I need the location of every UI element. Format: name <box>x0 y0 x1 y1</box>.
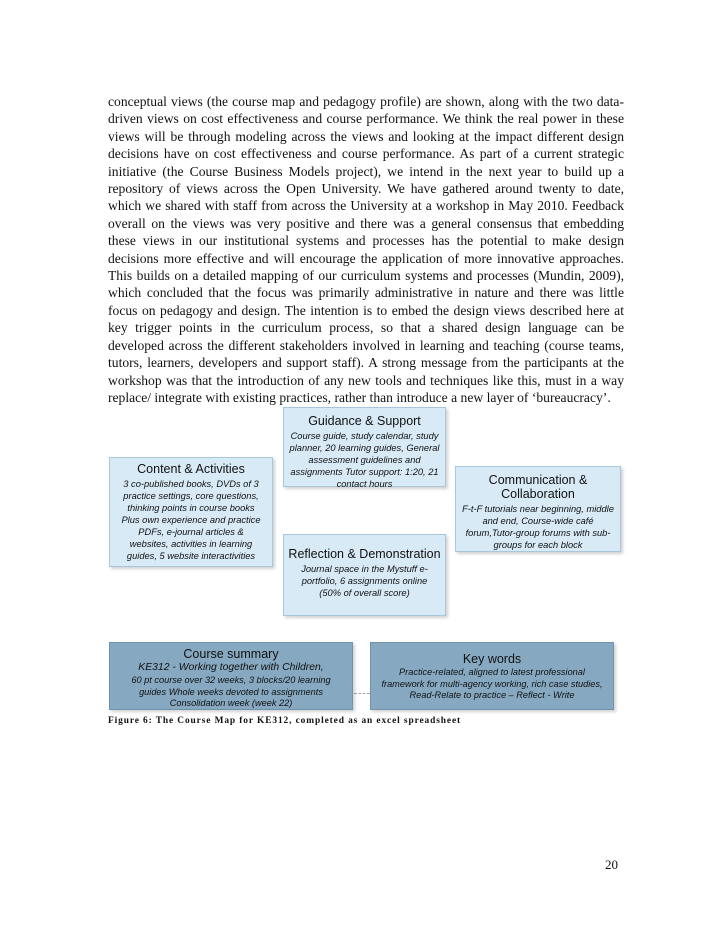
key-words-box <box>370 642 614 710</box>
course-summary-box <box>109 642 353 710</box>
communication-collaboration-box <box>455 466 621 552</box>
body-paragraph: conceptual views (the course map and pedagogy profile) are shown, along with the two data-driven views on cost effectiveness and course performance. We think the real power in these views will be through modeling across the views and looking at the impact different design decisions have on cost effectiveness and course performance. As part of a current strategic initiative (the Course Business Models project), we intend in the next year to build up a repository of views across the Open University. We have gathered around twenty to date, which we shared with staff from across the University at a workshop in May 2010. Feedback overall on the views was very positive and there was a general consensus that embedding these views in our institutional systems and processes has the potential to make design decisions more effective and will encourage the application of more innovative approaches. This builds on a detailed mapping of our curriculum systems and processes (Mundin, 2009), which concluded that the focus was primarily administrative in nature and there was little focus on pedagogy and design. The intention is to embed the design views described here at key trigger points in the curriculum process, so that a shared design language can be developed across the different stakeholders involved in learning and teaching (course teams, tutors, learners, developers and support staff). A strong message from the participants at the workshop was that the introduction of any new tools and techniques like this, must in a way replace/ integrate with existing practices, rather than introduce a new layer of ‘bureaucracy’. <box>108 94 624 405</box>
connector-line <box>354 693 370 694</box>
key-words-title: Key words <box>462 652 522 666</box>
communication-collaboration-title: Communication & Collaboration <box>488 473 588 501</box>
reflection-demonstration-box <box>283 534 446 616</box>
key-words-desc: Practice-related, aligned to latest professional framework for multi-agency working, rich case studies, Read-Relate to practice – Reflect - Write <box>381 667 603 701</box>
course-summary-desc: 60 pt course over 32 weeks, 3 blocks/20 learning guides Whole weeks devoted to assignments Consolidation week (week 22) <box>131 675 331 709</box>
content-activities-box <box>109 457 273 567</box>
guidance-support-desc: Course guide, study calendar, study planner, 20 learning guides, General assessment guidelines and assignments Tutor support: 1:20, 21 contact hours <box>289 431 440 489</box>
guidance-support-box <box>283 407 446 487</box>
reflection-demonstration-title: Reflection & Demonstration <box>288 547 441 561</box>
communication-collaboration-desc: F-t-F tutorials near beginning, middle and end, Course-wide café forum,Tutor-group forums with sub-groups for each block <box>462 504 614 550</box>
content-activities-title: Content & Activities <box>137 462 245 476</box>
course-summary-title: Course summary <box>183 647 279 661</box>
reflection-demonstration-desc: Journal space in the Mystuff e-portfolio, 6 assignments online (50% of overall score) <box>301 564 428 598</box>
figure-caption: Figure 6: The Course Map for KE312, completed as an excel spreadsheet <box>108 716 462 726</box>
content-activities-desc: 3 co-published books, DVDs of 3 practice settings, core questions, thinking points in course books Plus own experience and practice PDFs, e-journal articles & websites, activities in learning guides, 5 website interactivities <box>121 479 261 561</box>
guidance-support-title: Guidance & Support <box>308 414 421 428</box>
page-number: 20 <box>605 857 618 872</box>
course-summary-subtitle: KE312 - Working together with Children, <box>138 662 324 673</box>
